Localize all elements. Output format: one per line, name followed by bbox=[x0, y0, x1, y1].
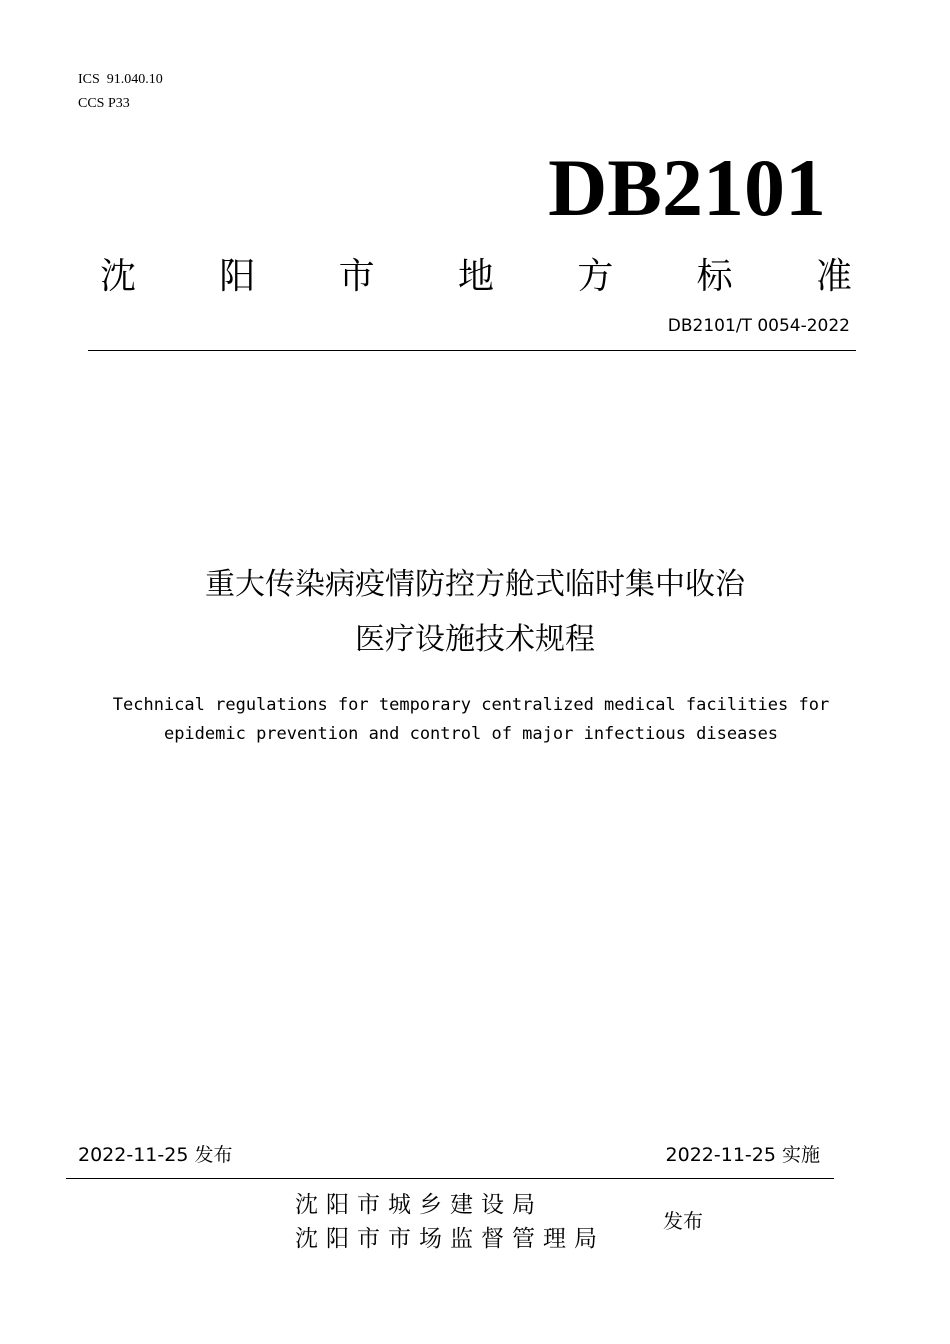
issue-date: 2022-11-25 发布 bbox=[78, 1144, 233, 1166]
title-en-line1: Technical regulations for temporary centralized medical facilities for bbox=[112, 695, 830, 715]
effective-date: 2022-11-25 实施 bbox=[665, 1144, 820, 1166]
ics-code: ICS 91.040.10 bbox=[78, 72, 163, 87]
title-en-line2: epidemic prevention and control of major infectious diseases bbox=[163, 724, 779, 744]
publisher-org-1: 沈阳市城乡建设局 bbox=[295, 1192, 543, 1218]
standard-type-row bbox=[100, 254, 852, 300]
title-en bbox=[0, 691, 942, 749]
standard-number: DB2101/T 0054-2022 bbox=[667, 316, 850, 336]
standard-type-char: 准 bbox=[815, 256, 852, 297]
standard-type-char: 市 bbox=[338, 256, 375, 297]
standard-type-char: 地 bbox=[457, 256, 494, 297]
classification-block bbox=[78, 68, 163, 116]
publisher-org-2: 沈阳市市场监督管理局 bbox=[295, 1226, 605, 1252]
footer-divider bbox=[66, 1178, 834, 1179]
header-divider bbox=[88, 350, 856, 351]
standard-type-char: 方 bbox=[577, 256, 614, 297]
publish-label: 发布 bbox=[663, 1209, 703, 1233]
standard-code: DB2101 bbox=[548, 142, 826, 233]
title-zh-line1: 重大传染病疫情防控方舱式临时集中收治 bbox=[205, 567, 745, 602]
ccs-code: CCS P33 bbox=[78, 96, 130, 111]
standard-type-char: 阳 bbox=[219, 256, 256, 297]
standard-type-char: 标 bbox=[696, 256, 733, 297]
standard-type-char: 沈 bbox=[100, 256, 137, 297]
title-zh-line2: 医疗设施技术规程 bbox=[355, 622, 595, 657]
